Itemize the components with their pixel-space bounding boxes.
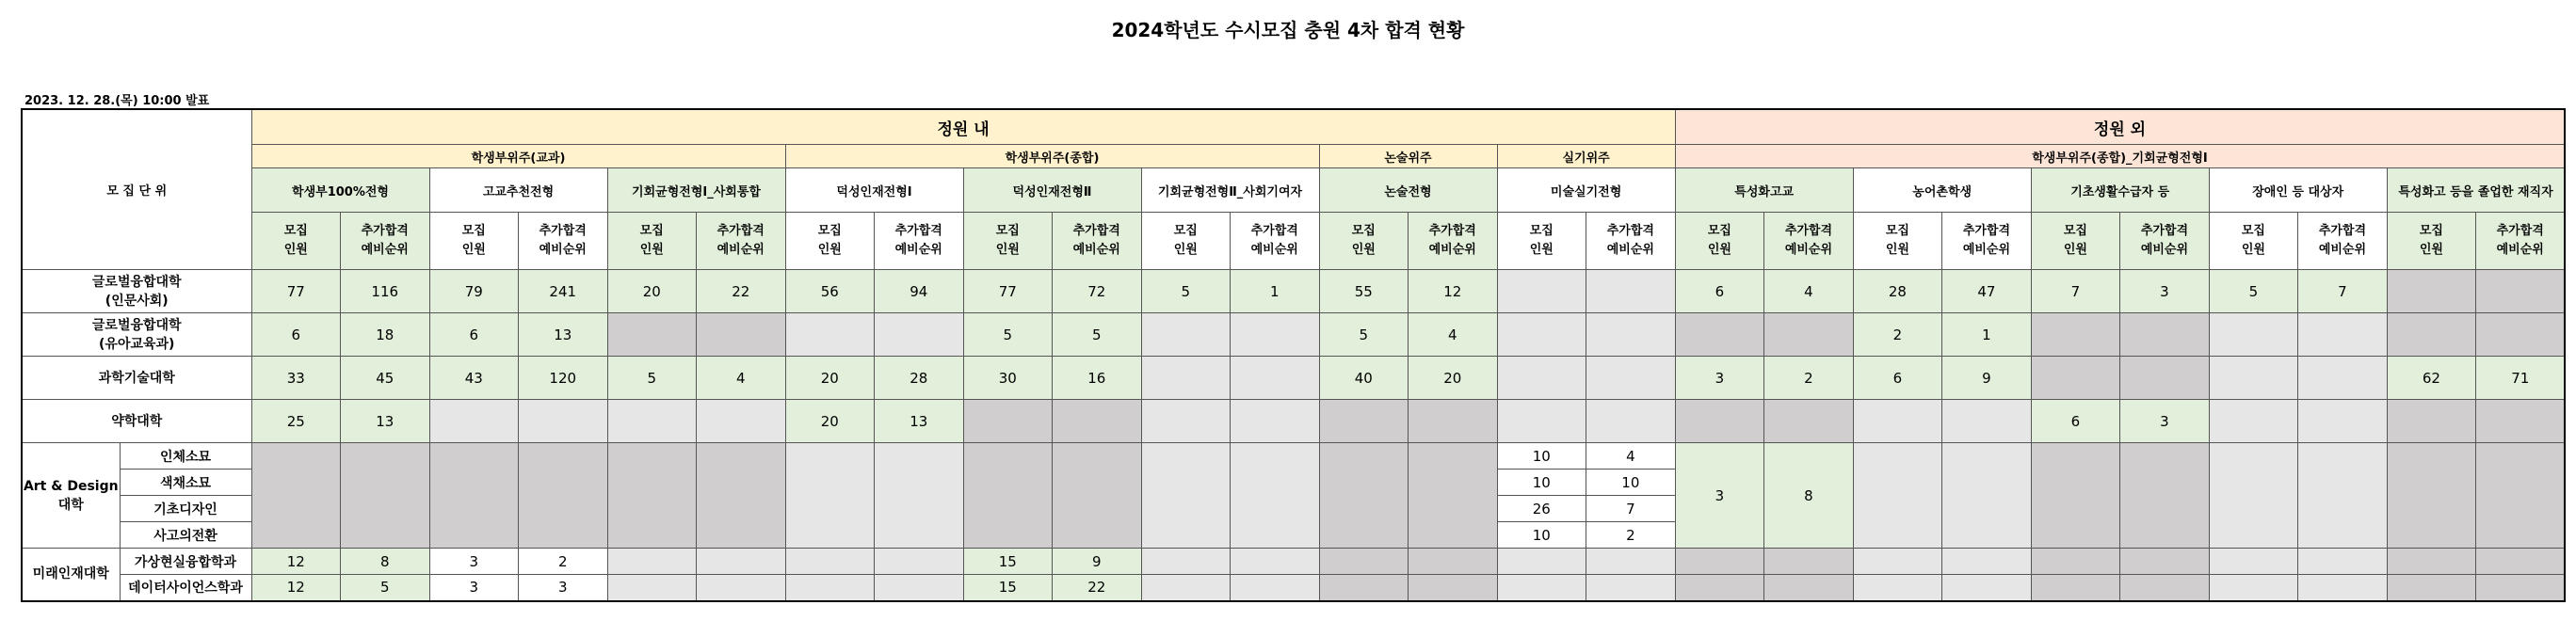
value-cell: 28 <box>1853 270 1942 313</box>
empty-cell <box>2476 549 2566 575</box>
empty-cell <box>1853 443 1942 549</box>
empty-cell <box>2476 575 2566 601</box>
col-header-quota: 모집 인원 <box>1141 213 1231 270</box>
unit-header: 모 집 단 위 <box>22 109 251 270</box>
empty-cell <box>1586 549 1676 575</box>
value-cell <box>697 400 786 443</box>
col-header-extra: 추가합격 예비순위 <box>1409 213 1498 270</box>
value-cell: 5 <box>1141 270 1231 313</box>
col-header-quota: 모집 인원 <box>963 213 1053 270</box>
value-cell <box>2298 357 2388 400</box>
col-header-quota: 모집 인원 <box>1853 213 1942 270</box>
empty-cell <box>2031 549 2120 575</box>
value-cell <box>2476 270 2566 313</box>
value-cell: 72 <box>1053 270 1142 313</box>
value-cell: 55 <box>1319 270 1409 313</box>
value-cell: 8 <box>1764 443 1854 549</box>
value-cell <box>2209 357 2298 400</box>
col-header-extra: 추가합격 예비순위 <box>2120 213 2210 270</box>
value-cell: 47 <box>1942 270 2032 313</box>
value-cell: 6 <box>251 313 341 357</box>
value-cell: 10 <box>1497 522 1586 549</box>
value-cell <box>519 400 608 443</box>
value-cell: 1 <box>1231 270 1320 313</box>
value-cell <box>1141 357 1231 400</box>
value-cell <box>2387 400 2476 443</box>
value-cell: 22 <box>1053 575 1142 601</box>
category-essay: 논술위주 <box>1319 145 1497 168</box>
sub-unit: 색채소묘 <box>120 470 251 496</box>
value-cell: 2 <box>1586 522 1676 549</box>
value-cell: 3 <box>519 575 608 601</box>
value-cell: 3 <box>2120 400 2210 443</box>
sub-unit: 가상현실융합학과 <box>120 549 251 575</box>
track-header: 농어촌학생 <box>1853 168 2031 213</box>
empty-cell <box>1586 575 1676 601</box>
empty-cell <box>1942 575 2032 601</box>
value-cell: 13 <box>341 400 430 443</box>
col-header-extra: 추가합격 예비순위 <box>1942 213 2032 270</box>
value-cell <box>2209 400 2298 443</box>
empty-cell <box>2298 575 2388 601</box>
value-cell: 71 <box>2476 357 2566 400</box>
category-academic: 학생부위주(교과) <box>251 145 785 168</box>
value-cell <box>1586 270 1676 313</box>
track-header: 특성화고교 <box>1675 168 1853 213</box>
group-outside: 정원 외 <box>1675 109 2565 145</box>
value-cell: 30 <box>963 357 1053 400</box>
value-cell: 8 <box>341 549 430 575</box>
col-header-quota: 모집 인원 <box>429 213 519 270</box>
empty-cell <box>697 443 786 549</box>
value-cell: 5 <box>2209 270 2298 313</box>
value-cell <box>2120 357 2210 400</box>
empty-cell <box>1675 575 1764 601</box>
col-header-quota: 모집 인원 <box>1319 213 1409 270</box>
value-cell <box>1409 400 1498 443</box>
col-header-extra: 추가합격 예비순위 <box>1231 213 1320 270</box>
empty-cell <box>1497 575 1586 601</box>
value-cell: 45 <box>341 357 430 400</box>
value-cell: 6 <box>1675 270 1764 313</box>
value-cell <box>1497 313 1586 357</box>
value-cell: 10 <box>1497 443 1586 470</box>
value-cell: 7 <box>2298 270 2388 313</box>
value-cell <box>697 313 786 357</box>
value-cell: 15 <box>963 549 1053 575</box>
category-practical: 실기위주 <box>1497 145 1675 168</box>
value-cell: 56 <box>785 270 875 313</box>
value-cell: 3 <box>1675 443 1764 549</box>
col-header-extra: 추가합격 예비순위 <box>519 213 608 270</box>
value-cell <box>1586 313 1676 357</box>
empty-cell <box>1675 549 1764 575</box>
category-outside-comprehensive: 학생부위주(종합)_기회균형전형Ⅰ <box>1675 145 2565 168</box>
value-cell <box>2031 357 2120 400</box>
empty-cell <box>519 443 608 549</box>
value-cell: 33 <box>251 357 341 400</box>
empty-cell <box>1942 443 2032 549</box>
track-header: 덕성인재전형Ⅱ <box>963 168 1141 213</box>
empty-cell <box>2387 549 2476 575</box>
value-cell <box>429 400 519 443</box>
value-cell: 1 <box>1942 313 2032 357</box>
value-cell: 12 <box>251 575 341 601</box>
col-header-quota: 모집 인원 <box>1675 213 1764 270</box>
col-header-quota: 모집 인원 <box>2209 213 2298 270</box>
track-header: 특성화고 등을 졸업한 재직자 <box>2387 168 2565 213</box>
unit-science: 과학기술대학 <box>22 357 251 400</box>
empty-cell <box>1231 549 1320 575</box>
col-header-quota: 모집 인원 <box>251 213 341 270</box>
value-cell: 3 <box>2120 270 2210 313</box>
value-cell: 18 <box>341 313 430 357</box>
value-cell: 7 <box>1586 496 1676 522</box>
value-cell: 5 <box>1053 313 1142 357</box>
sub-unit: 기초디자인 <box>120 496 251 522</box>
track-header: 논술전형 <box>1319 168 1497 213</box>
value-cell: 116 <box>341 270 430 313</box>
value-cell: 3 <box>429 575 519 601</box>
track-header: 미술실기전형 <box>1497 168 1675 213</box>
value-cell: 120 <box>519 357 608 400</box>
value-cell <box>1853 400 1942 443</box>
value-cell <box>2120 313 2210 357</box>
col-header-quota: 모집 인원 <box>2387 213 2476 270</box>
value-cell: 20 <box>785 357 875 400</box>
value-cell <box>1231 313 1320 357</box>
col-header-extra: 추가합격 예비순위 <box>1764 213 1854 270</box>
empty-cell <box>2476 443 2566 549</box>
value-cell: 77 <box>251 270 341 313</box>
value-cell: 5 <box>963 313 1053 357</box>
empty-cell <box>429 443 519 549</box>
col-header-quota: 모집 인원 <box>785 213 875 270</box>
value-cell <box>1586 357 1676 400</box>
value-cell <box>1497 270 1586 313</box>
value-cell: 3 <box>1675 357 1764 400</box>
value-cell: 12 <box>1409 270 1498 313</box>
col-header-quota: 모집 인원 <box>2031 213 2120 270</box>
sub-unit: 사고의전환 <box>120 522 251 549</box>
track-header: 학생부100%전형 <box>251 168 429 213</box>
empty-cell <box>2387 443 2476 549</box>
value-cell: 25 <box>251 400 341 443</box>
value-cell <box>607 400 697 443</box>
col-header-quota: 모집 인원 <box>1497 213 1586 270</box>
group-inside: 정원 내 <box>251 109 1675 145</box>
value-cell <box>2387 270 2476 313</box>
value-cell: 9 <box>1053 549 1142 575</box>
value-cell: 4 <box>1764 270 1854 313</box>
value-cell: 2 <box>1853 313 1942 357</box>
empty-cell <box>2298 549 2388 575</box>
value-cell: 2 <box>1764 357 1854 400</box>
value-cell <box>2031 313 2120 357</box>
empty-cell <box>1053 443 1142 549</box>
unit-global-humanities: 글로벌융합대학 (인문사회) <box>22 270 251 313</box>
value-cell: 12 <box>251 549 341 575</box>
empty-cell <box>1319 575 1409 601</box>
track-header: 장애인 등 대상자 <box>2209 168 2387 213</box>
value-cell <box>607 549 697 575</box>
unit-future: 미래인재대학 <box>22 549 120 601</box>
category-comprehensive: 학생부위주(종합) <box>785 145 1319 168</box>
value-cell <box>2476 313 2566 357</box>
empty-cell <box>1231 443 1320 549</box>
empty-cell <box>251 443 341 549</box>
col-header-quota: 모집 인원 <box>607 213 697 270</box>
value-cell: 241 <box>519 270 608 313</box>
value-cell: 13 <box>519 313 608 357</box>
value-cell <box>607 313 697 357</box>
empty-cell <box>607 443 697 549</box>
empty-cell <box>2209 443 2298 549</box>
value-cell <box>1497 357 1586 400</box>
value-cell <box>1764 313 1854 357</box>
value-cell <box>1675 400 1764 443</box>
value-cell: 28 <box>875 357 964 400</box>
value-cell <box>785 575 875 601</box>
col-header-extra: 추가합격 예비순위 <box>2298 213 2388 270</box>
value-cell: 22 <box>697 270 786 313</box>
value-cell: 9 <box>1942 357 2032 400</box>
unit-pharmacy: 약학대학 <box>22 400 251 443</box>
value-cell: 6 <box>2031 400 2120 443</box>
empty-cell <box>2120 443 2210 549</box>
empty-cell <box>1853 575 1942 601</box>
value-cell: 20 <box>607 270 697 313</box>
value-cell <box>785 313 875 357</box>
value-cell <box>1231 400 1320 443</box>
value-cell <box>2387 313 2476 357</box>
value-cell <box>1319 400 1409 443</box>
value-cell: 5 <box>607 357 697 400</box>
value-cell: 62 <box>2387 357 2476 400</box>
track-header: 기초생활수급자 등 <box>2031 168 2209 213</box>
empty-cell <box>1141 443 1231 549</box>
value-cell: 43 <box>429 357 519 400</box>
value-cell <box>1764 400 1854 443</box>
empty-cell <box>1764 575 1854 601</box>
value-cell <box>2298 313 2388 357</box>
empty-cell <box>1764 549 1854 575</box>
value-cell: 5 <box>341 575 430 601</box>
value-cell <box>1141 313 1231 357</box>
unit-global-early: 글로벌융합대학 (유아교육과) <box>22 313 251 357</box>
unit-art-design: Art & Design 대학 <box>22 443 120 549</box>
value-cell: 7 <box>2031 270 2120 313</box>
value-cell: 15 <box>963 575 1053 601</box>
value-cell: 16 <box>1053 357 1142 400</box>
value-cell <box>697 549 786 575</box>
value-cell: 94 <box>875 270 964 313</box>
value-cell <box>785 549 875 575</box>
value-cell <box>875 313 964 357</box>
value-cell: 4 <box>697 357 786 400</box>
value-cell <box>697 575 786 601</box>
value-cell <box>875 549 964 575</box>
admission-table <box>21 108 2566 602</box>
empty-cell <box>1409 549 1498 575</box>
empty-cell <box>875 443 964 549</box>
value-cell: 3 <box>429 549 519 575</box>
value-cell <box>607 575 697 601</box>
empty-cell <box>1409 575 1498 601</box>
value-cell <box>1141 400 1231 443</box>
empty-cell <box>1231 575 1320 601</box>
sub-unit: 인체소묘 <box>120 443 251 470</box>
track-header: 고교추천전형 <box>429 168 607 213</box>
empty-cell <box>1853 549 1942 575</box>
value-cell <box>963 400 1053 443</box>
value-cell <box>1675 313 1764 357</box>
value-cell: 13 <box>875 400 964 443</box>
col-header-extra: 추가합격 예비순위 <box>697 213 786 270</box>
announce-date: 2023. 12. 28.(목) 10:00 발표 <box>24 94 210 108</box>
value-cell: 26 <box>1497 496 1586 522</box>
value-cell: 79 <box>429 270 519 313</box>
empty-cell <box>2120 575 2210 601</box>
value-cell <box>875 575 964 601</box>
empty-cell <box>1942 549 2032 575</box>
value-cell: 10 <box>1497 470 1586 496</box>
empty-cell <box>785 443 875 549</box>
value-cell <box>1497 400 1586 443</box>
empty-cell <box>1409 443 1498 549</box>
empty-cell <box>1141 549 1231 575</box>
empty-cell <box>2209 575 2298 601</box>
empty-cell <box>963 443 1053 549</box>
value-cell: 4 <box>1409 313 1498 357</box>
value-cell <box>1053 400 1142 443</box>
value-cell: 77 <box>963 270 1053 313</box>
col-header-extra: 추가합격 예비순위 <box>1586 213 1676 270</box>
value-cell: 20 <box>785 400 875 443</box>
sub-unit: 데이터사이언스학과 <box>120 575 251 601</box>
track-header: 덕성인재전형Ⅰ <box>785 168 963 213</box>
col-header-extra: 추가합격 예비순위 <box>341 213 430 270</box>
value-cell: 6 <box>1853 357 1942 400</box>
empty-cell <box>1319 549 1409 575</box>
value-cell <box>1586 400 1676 443</box>
empty-cell <box>2031 443 2120 549</box>
value-cell <box>1942 400 2032 443</box>
track-header: 기회균형전형Ⅰ_사회통합 <box>607 168 785 213</box>
col-header-extra: 추가합격 예비순위 <box>1053 213 1142 270</box>
empty-cell <box>341 443 430 549</box>
value-cell: 20 <box>1409 357 1498 400</box>
value-cell: 40 <box>1319 357 1409 400</box>
value-cell <box>2209 313 2298 357</box>
empty-cell <box>2298 443 2388 549</box>
track-header: 기회균형전형Ⅱ_사회기여자 <box>1141 168 1319 213</box>
value-cell: 10 <box>1586 470 1676 496</box>
empty-cell <box>2209 549 2298 575</box>
empty-cell <box>1141 575 1231 601</box>
empty-cell <box>2120 549 2210 575</box>
empty-cell <box>2031 575 2120 601</box>
value-cell: 4 <box>1586 443 1676 470</box>
value-cell: 5 <box>1319 313 1409 357</box>
col-header-extra: 추가합격 예비순위 <box>875 213 964 270</box>
value-cell <box>1231 357 1320 400</box>
empty-cell <box>2387 575 2476 601</box>
empty-cell <box>1497 549 1586 575</box>
value-cell <box>2476 400 2566 443</box>
value-cell: 6 <box>429 313 519 357</box>
col-header-extra: 추가합격 예비순위 <box>2476 213 2566 270</box>
empty-cell <box>1319 443 1409 549</box>
value-cell <box>2298 400 2388 443</box>
value-cell: 2 <box>519 549 608 575</box>
page-title: 2024학년도 수시모집 충원 4차 합격 현황 <box>1111 19 1465 41</box>
